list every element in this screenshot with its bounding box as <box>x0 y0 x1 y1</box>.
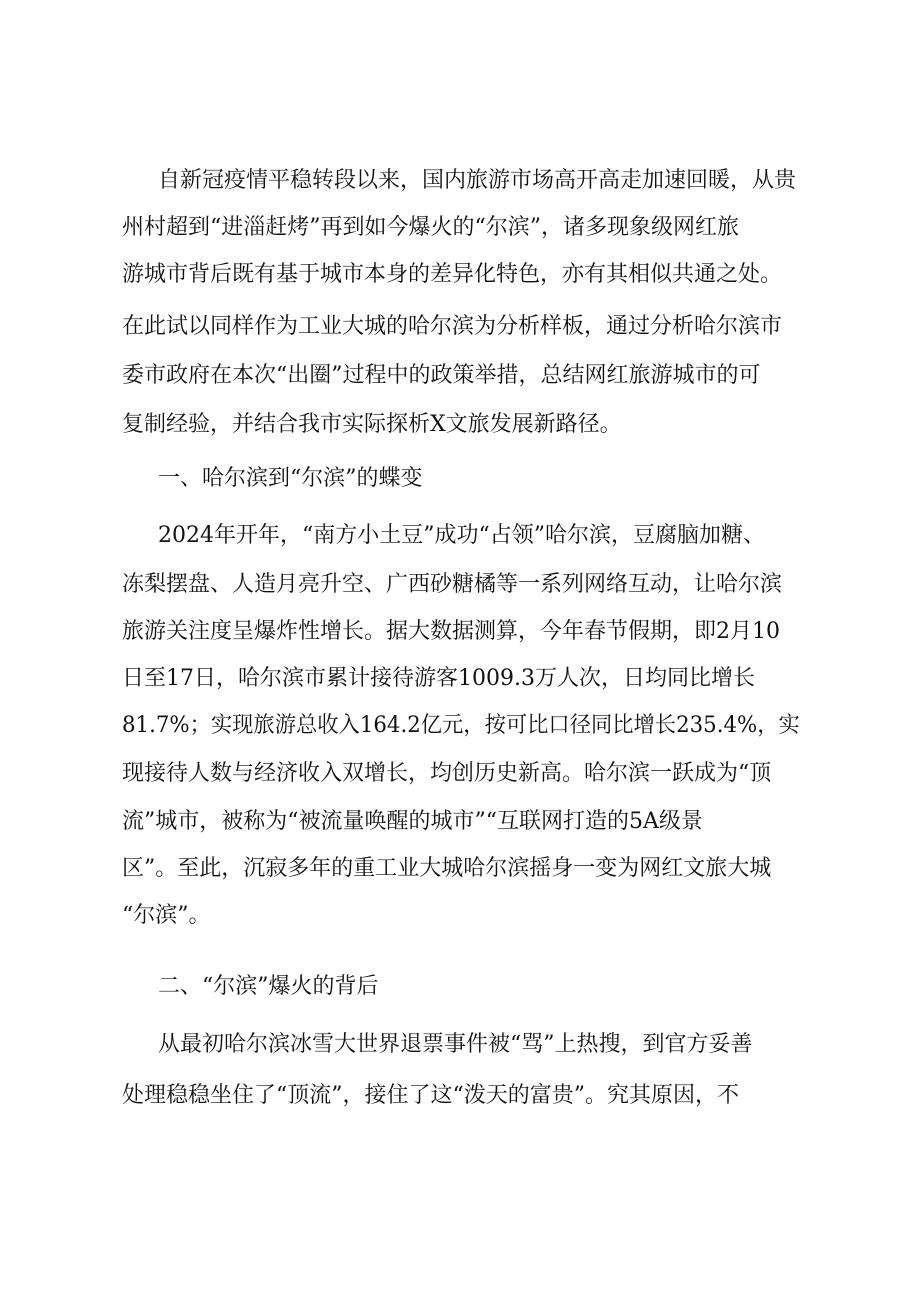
paragraph-2-line-3: 旅游关注度呈爆炸性增长。据大数据测算，今年春节假期，即2月10 <box>122 619 780 644</box>
paragraph-2-line-7: 流”城市，被称为“被流量唤醒的城市”“互联网打造的5A级景 <box>122 809 703 834</box>
paragraph-2-line-6: 现接待人数与经济收入双增长，均创历史新高。哈尔滨一跃成为“顶 <box>122 761 772 786</box>
paragraph-1-line-3: 游城市背后既有基于城市本身的差异化特色，亦有其相似共通之处。 <box>122 262 783 287</box>
paragraph-2-line-8: 区”。至此，沉寂多年的重工业大城哈尔滨摇身一变为网红文旅大城 <box>122 856 772 881</box>
section-heading-1: 一、哈尔滨到“尔滨”的蝶变 <box>158 466 423 491</box>
paragraph-3-line-2: 处理稳稳坐住了“顶流”，接住了这“泼天的富贵”。究其原因，不 <box>122 1083 739 1108</box>
paragraph-1-line-1: 自新冠疫情平稳转段以来，国内旅游市场高开高走加速回暖，从贵 <box>158 168 797 193</box>
paragraph-3-line-1: 从最初哈尔滨冰雪大世界退票事件被“骂”上热搜，到官方妥善 <box>158 1032 753 1057</box>
paragraph-1-line-2: 州村超到“进淄赶烤”再到如今爆火的“尔滨”，诸多现象级网红旅 <box>122 215 739 240</box>
paragraph-1-line-6: 复制经验，并结合我市实际探析X文旅发展新路径。 <box>122 412 622 437</box>
paragraph-1-line-5: 委市政府在本次“出圈”过程中的政策举措，总结网红旅游城市的可 <box>122 363 761 388</box>
section-heading-2: 二、“尔滨”爆火的背后 <box>158 974 379 999</box>
paragraph-2-line-9: “尔滨”。 <box>122 903 211 928</box>
paragraph-1-line-4: 在此试以同样作为工业大城的哈尔滨为分析样板，通过分析哈尔滨市 <box>122 314 783 339</box>
paragraph-2-line-1: 2024年开年，“南方小土豆”成功“占领”哈尔滨，豆腐脑加糖、 <box>158 523 765 548</box>
paragraph-2-line-2: 冻梨摆盘、人造月亮升空、广西砂糖橘等一系列网络互动，让哈尔滨 <box>122 572 783 597</box>
paragraph-2-line-5: 81.7%；实现旅游总收入164.2亿元，按可比口径同比增长235.4%，实 <box>122 713 800 738</box>
paragraph-2-line-4: 日至17日，哈尔滨市累计接待游客1009.3万人次，日均同比增长 <box>122 666 755 691</box>
